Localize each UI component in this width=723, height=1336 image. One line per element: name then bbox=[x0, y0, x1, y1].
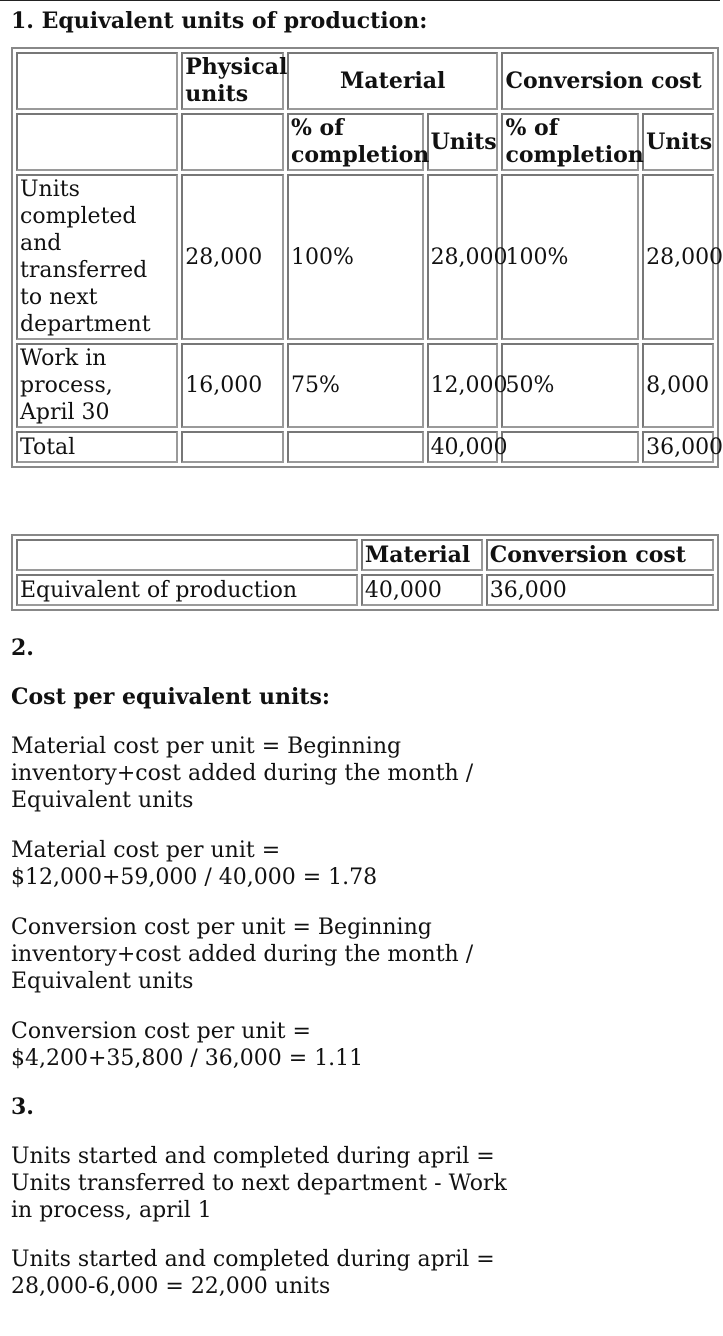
physical-units-cell bbox=[181, 431, 284, 463]
conversion-units-total: 36,000 bbox=[642, 431, 714, 463]
row-label: Units completed and transferred to next department bbox=[16, 174, 178, 340]
material-pct-cell: 75% bbox=[287, 343, 424, 428]
summary-row-label: Equivalent of production bbox=[16, 574, 358, 606]
units-started-completed-calculation: Units started and completed during april = 28,000-6,000 = 22,000 units bbox=[11, 1247, 495, 1299]
conversion-pct-cell bbox=[501, 431, 639, 463]
header-material: Material bbox=[287, 52, 499, 110]
top-rule bbox=[0, 0, 720, 1]
physical-units-cell: 16,000 bbox=[181, 343, 284, 428]
subheader-blank-cell bbox=[181, 113, 284, 171]
physical-units-cell: 28,000 bbox=[181, 174, 284, 340]
units-started-completed-formula: Units started and completed during april = Units transferred to next department - Work in process, april 1 bbox=[11, 1144, 507, 1223]
subheader-conversion-pct: % of completion bbox=[501, 113, 639, 171]
summary-header-row bbox=[16, 539, 714, 571]
material-cost-calculation: Material cost per unit = $12,000+59,000 / 40,000 = 1.78 bbox=[11, 838, 378, 890]
table-total-row bbox=[16, 431, 714, 463]
table-row bbox=[16, 174, 714, 340]
part2-number: 2. bbox=[11, 635, 34, 661]
summary-row bbox=[16, 574, 714, 606]
part1-heading: 1. Equivalent units of production: bbox=[11, 8, 428, 34]
conversion-cost-formula: Conversion cost per unit = Beginning inventory+cost added during the month / Equivalent units bbox=[11, 915, 474, 994]
material-pct-cell: 100% bbox=[287, 174, 424, 340]
conversion-cost-calculation: Conversion cost per unit = $4,200+35,800 / 36,000 = 1.11 bbox=[11, 1019, 364, 1071]
table-header-row bbox=[16, 52, 714, 110]
summary-header-material: Material bbox=[361, 539, 483, 571]
table-subheader-row bbox=[16, 113, 714, 171]
subheader-material-pct: % of completion bbox=[287, 113, 424, 171]
summary-conversion-value: 36,000 bbox=[486, 574, 714, 606]
part2-heading: Cost per equivalent units: bbox=[11, 684, 330, 710]
subheader-blank-cell bbox=[16, 113, 178, 171]
material-units-cell: 28,000 bbox=[427, 174, 499, 340]
material-units-cell: 12,000 bbox=[427, 343, 499, 428]
material-cost-formula: Material cost per unit = Beginning inventory+cost added during the month / Equivalent units bbox=[11, 734, 474, 813]
part3-number: 3. bbox=[11, 1094, 34, 1120]
header-physical-units: Physical units bbox=[181, 52, 284, 110]
summary-blank-cell bbox=[16, 539, 358, 571]
conversion-pct-cell: 100% bbox=[501, 174, 639, 340]
row-label: Work in process, April 30 bbox=[16, 343, 178, 428]
material-units-total: 40,000 bbox=[427, 431, 499, 463]
equivalent-units-table bbox=[11, 47, 723, 468]
subheader-material-units: Units bbox=[427, 113, 499, 171]
conversion-units-cell: 8,000 bbox=[642, 343, 714, 428]
summary-material-value: 40,000 bbox=[361, 574, 483, 606]
summary-header-conversion: Conversion cost bbox=[486, 539, 714, 571]
equivalent-production-summary-table bbox=[11, 534, 719, 611]
material-pct-cell bbox=[287, 431, 424, 463]
conversion-units-cell: 28,000 bbox=[642, 174, 714, 340]
answer-document bbox=[11, 6, 723, 1300]
subheader-conversion-units: Units bbox=[642, 113, 714, 171]
header-conversion-cost: Conversion cost bbox=[501, 52, 714, 110]
table-row bbox=[16, 343, 714, 428]
row-label: Total bbox=[16, 431, 178, 463]
header-blank-cell bbox=[16, 52, 178, 110]
conversion-pct-cell: 50% bbox=[501, 343, 639, 428]
